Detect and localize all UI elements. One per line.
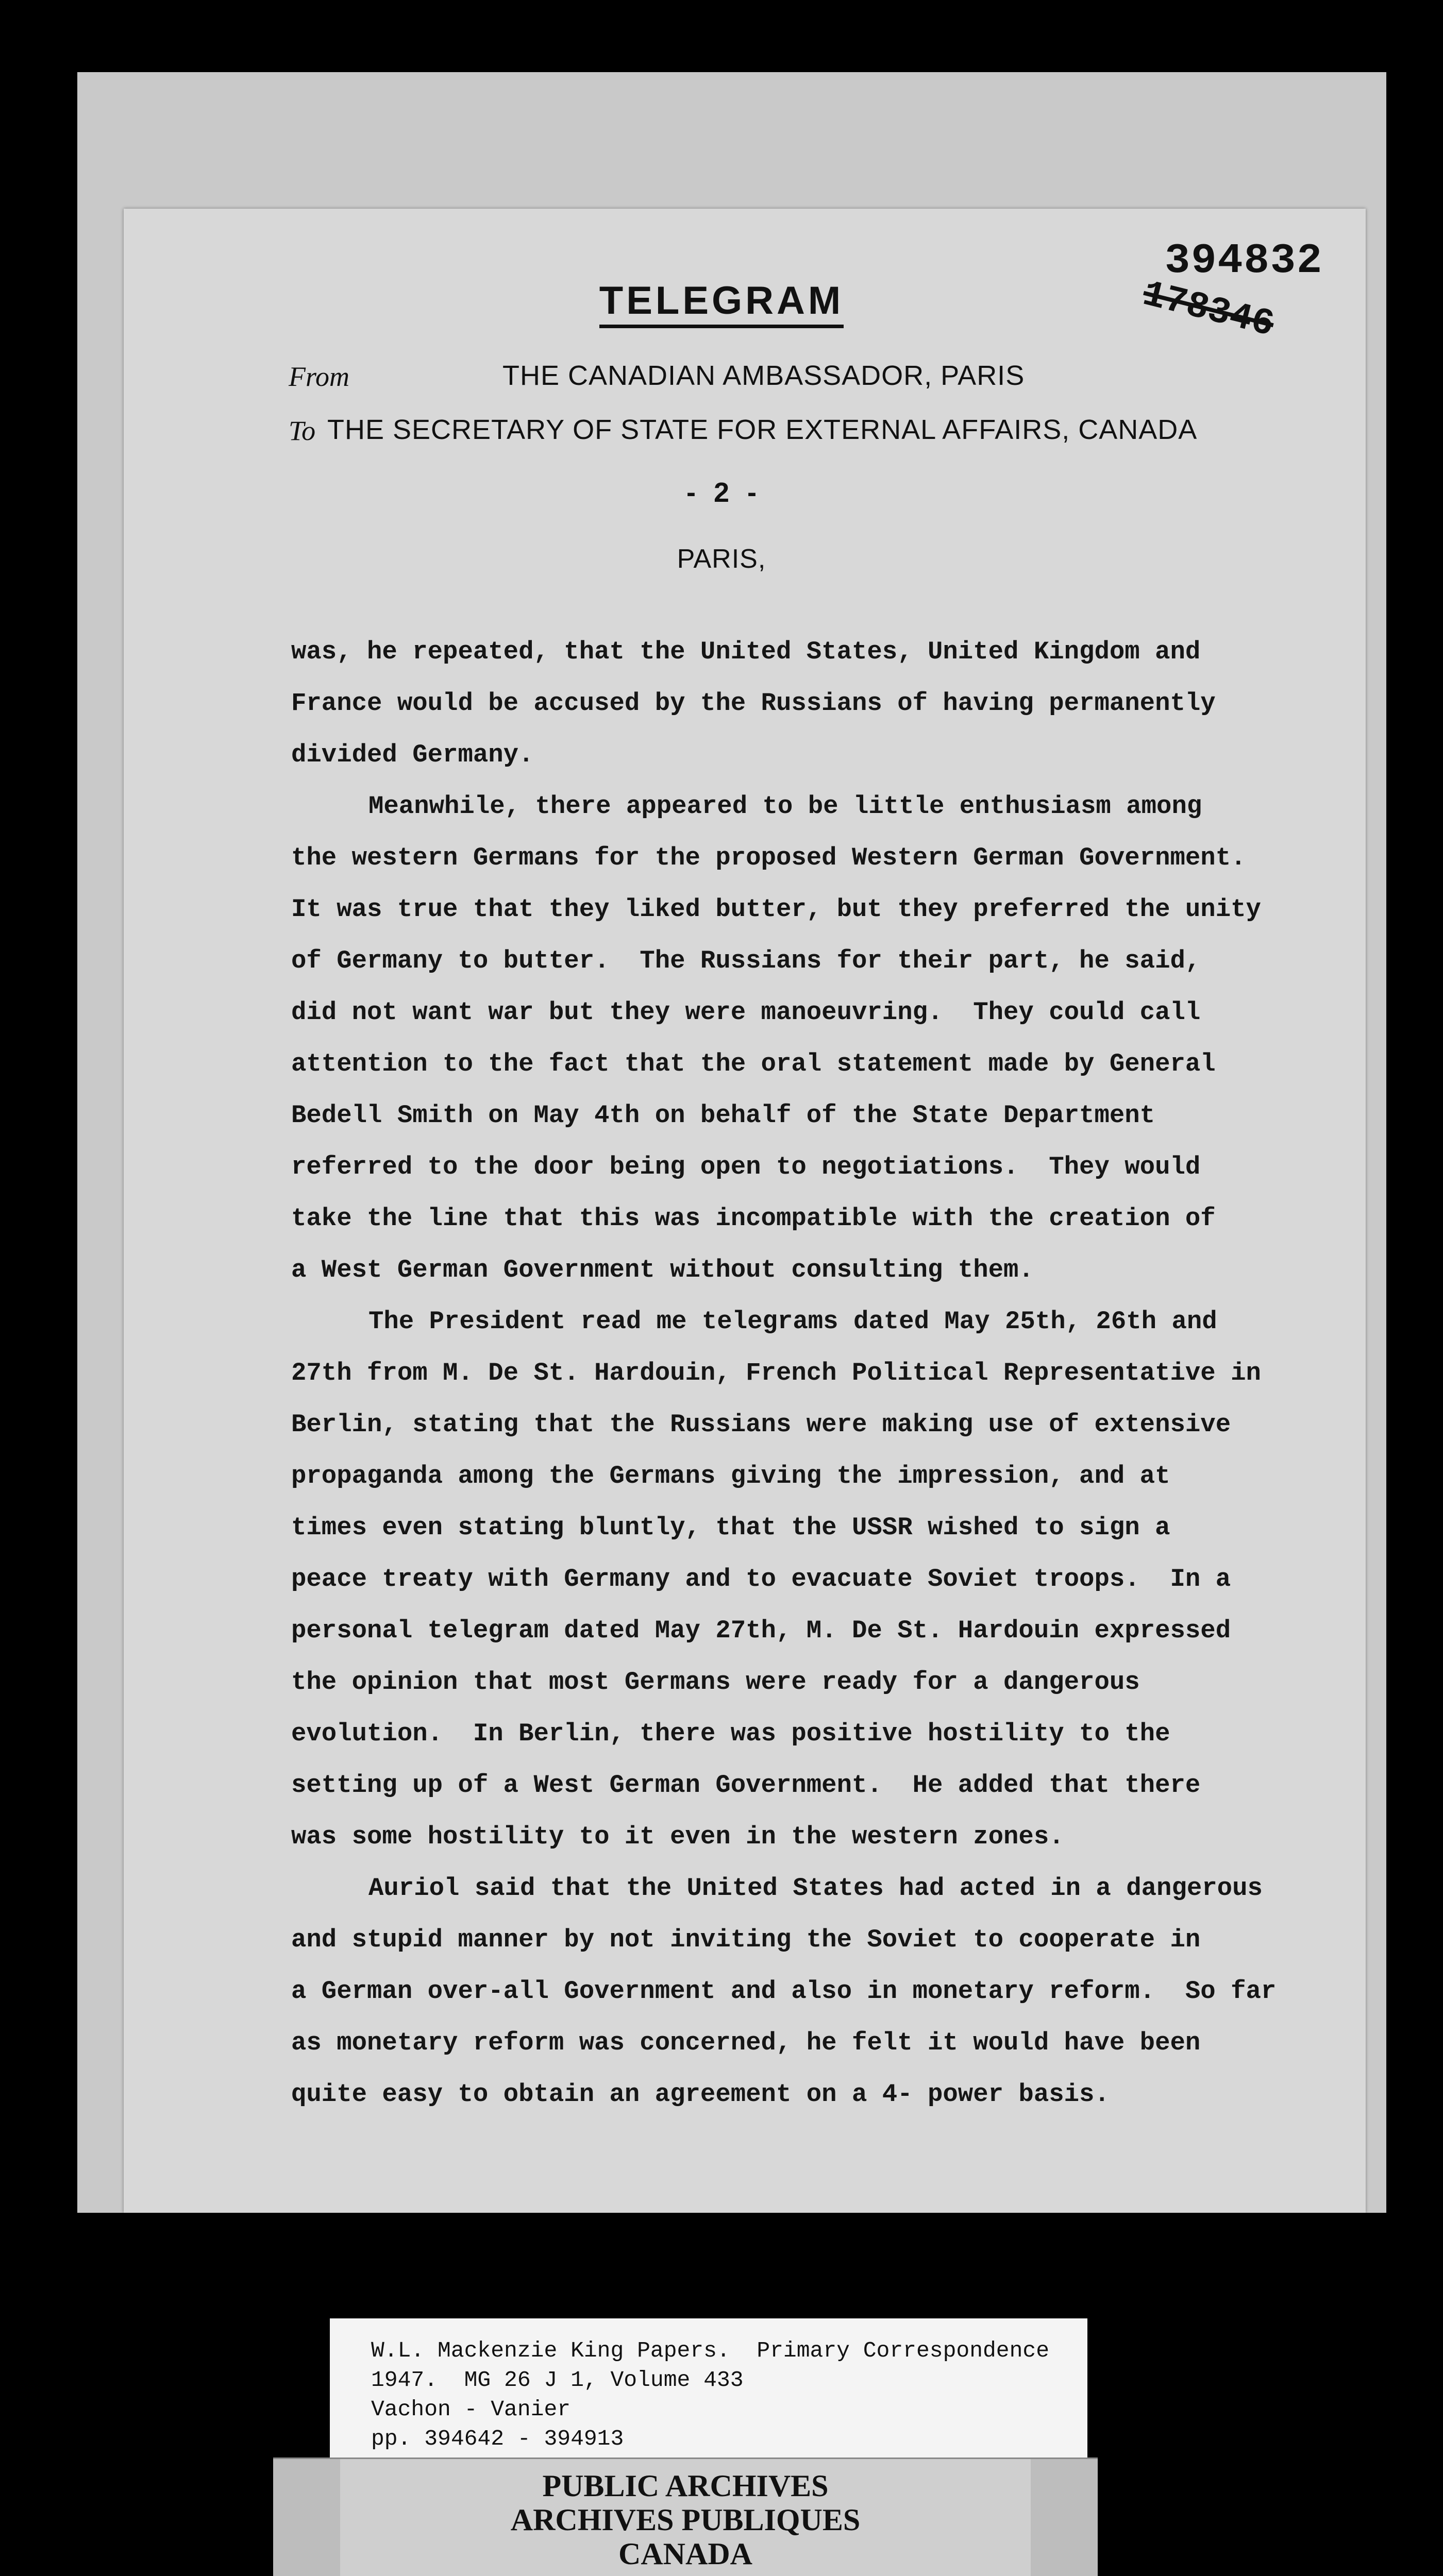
body-line: the western Germans for the proposed Western German Government.	[291, 843, 1246, 872]
public-archives-stamp	[273, 2458, 1098, 2576]
body-line: as monetary reform was concerned, he felt it would have been	[291, 2028, 1201, 2057]
label-card-line: 1947. MG 26 J 1, Volume 433	[371, 2367, 744, 2393]
body-line: and stupid manner by not inviting the Soviet to cooperate in	[291, 1925, 1201, 1954]
body-line: France would be accused by the Russians of having permanently	[291, 689, 1216, 718]
body-line: Meanwhile, there appeared to be little enthusiasm among	[368, 792, 1202, 821]
telegram-body	[291, 634, 1322, 2128]
body-line: Bedell Smith on May 4th on behalf of the State Department	[291, 1101, 1155, 1130]
recipient: THE SECRETARY OF STATE FOR EXTERNAL AFFAIRS, CANADA	[327, 414, 1198, 445]
body-line: evolution. In Berlin, there was positive hostility to the	[291, 1719, 1170, 1748]
body-line: was some hostility to it even in the western zones.	[291, 1822, 1064, 1851]
body-line: peace treaty with Germany and to evacuate Soviet troops. In a	[291, 1565, 1231, 1594]
body-line: 27th from M. De St. Hardouin, French Political Representative in	[291, 1359, 1261, 1387]
body-line: It was true that they liked butter, but they preferred the unity	[291, 895, 1261, 924]
body-line: Auriol said that the United States had acted in a dangerous	[368, 1874, 1263, 1903]
label-card-line: W.L. Mackenzie King Papers. Primary Correspondence	[371, 2338, 1050, 2363]
telegram-title: TELEGRAM	[0, 278, 1443, 323]
body-line: propaganda among the Germans giving the impression, and at	[291, 1462, 1170, 1490]
body-line: times even stating bluntly, that the USSR wished to sign a	[291, 1513, 1170, 1542]
stamp-line: ARCHIVES PUBLIQUES	[510, 2503, 861, 2537]
struck-reference-number: 178346	[1138, 273, 1279, 347]
body-line: divided Germany.	[291, 740, 534, 769]
to-label: To	[289, 415, 316, 446]
body-line: of Germany to butter. The Russians for their part, he said,	[291, 946, 1201, 975]
label-card-line: Vachon - Vanier	[371, 2397, 571, 2422]
label-card-line: pp. 394642 - 394913	[371, 2426, 624, 2451]
stamp-line: PUBLIC ARCHIVES	[542, 2469, 829, 2503]
body-line: referred to the door being open to negotiations. They would	[291, 1153, 1201, 1181]
body-line: quite easy to obtain an agreement on a 4- power basis.	[291, 2080, 1110, 2109]
body-line: a West German Government without consulting them.	[291, 1256, 1034, 1284]
from-label: From	[289, 361, 349, 392]
body-line: attention to the fact that the oral statement made by General	[291, 1049, 1216, 1078]
stamp-line: CANADA	[618, 2537, 752, 2571]
body-line: take the line that this was incompatible with the creation of	[291, 1204, 1216, 1233]
body-line: personal telegram dated May 27th, M. De St. Hardouin expressed	[291, 1616, 1231, 1645]
body-line: the opinion that most Germans were ready for a dangerous	[291, 1668, 1140, 1697]
body-line: was, he repeated, that the United States, United Kingdom and	[291, 637, 1201, 666]
body-line: Berlin, stating that the Russians were making use of extensive	[291, 1410, 1231, 1439]
body-line: The President read me telegrams dated May 25th, 26th and	[368, 1307, 1217, 1336]
page-number: - 2 -	[686, 477, 757, 508]
stamp-band	[340, 2459, 1031, 2576]
sender: THE CANADIAN AMBASSADOR, PARIS	[502, 360, 1025, 391]
body-line: a German over-all Government and also in monetary reform. So far	[291, 1977, 1277, 2006]
reference-number: 394832	[1165, 237, 1323, 285]
city: PARIS,	[677, 544, 766, 574]
body-line: did not want war but they were manoeuvring. They could call	[291, 998, 1201, 1027]
body-line: setting up of a West German Government. He added that there	[291, 1771, 1201, 1800]
